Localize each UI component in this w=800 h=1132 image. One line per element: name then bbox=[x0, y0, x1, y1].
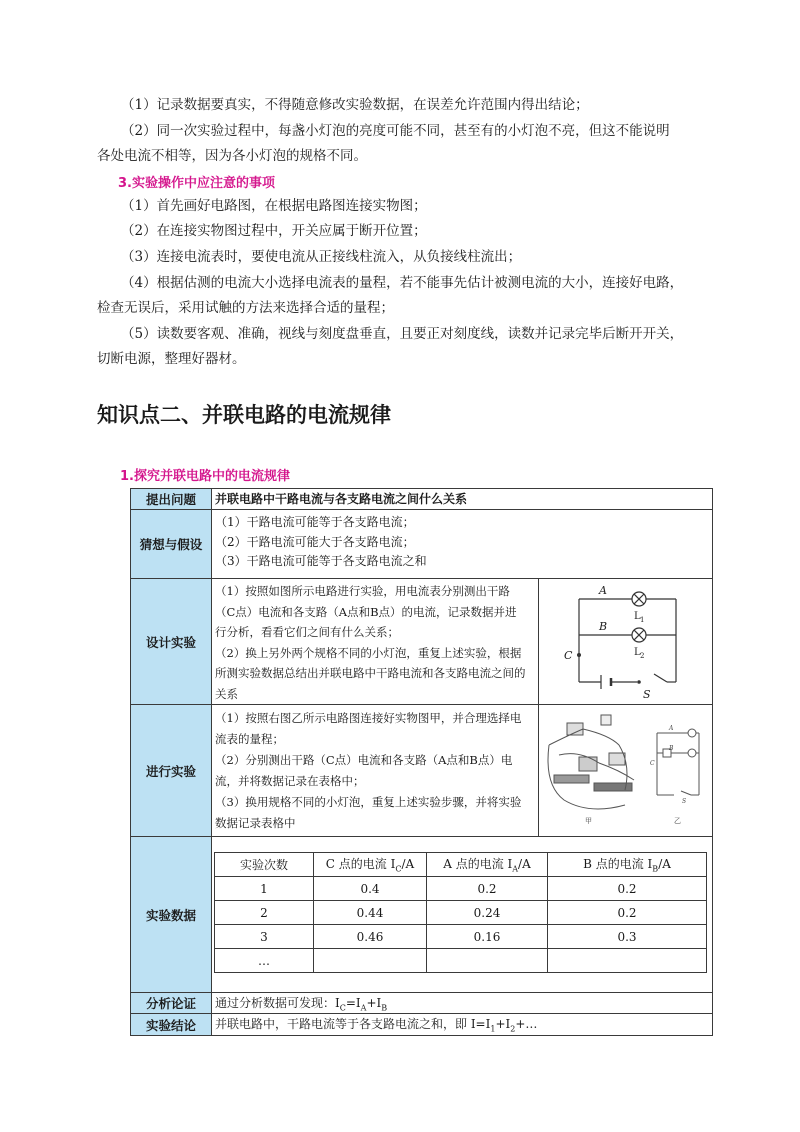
measurement-table bbox=[214, 852, 707, 973]
measurement-header-row bbox=[215, 853, 707, 877]
hypothesis-1: （1）干路电流可能等于各支路电流； bbox=[215, 515, 415, 529]
cell-trial: 1 bbox=[215, 877, 314, 901]
analysis-label: 分析论证 bbox=[130, 992, 212, 1014]
cell-trial: 3 bbox=[215, 925, 314, 949]
cell-ia: 0.24 bbox=[427, 901, 548, 925]
yi-point-b: B bbox=[669, 745, 674, 752]
procedure-line-5: （3）换用规格不同的小灯泡，重复上述实验步骤，并将实验 bbox=[215, 795, 522, 809]
note-1: （1）记录数据要真实，不得随意修改实验数据，在误差允许范围内得出结论； bbox=[121, 97, 589, 113]
switch-label: S bbox=[643, 688, 651, 701]
analysis-text: 通过分析数据可发现：$I_C=I_A+I_B$ bbox=[211, 992, 713, 1014]
table-row bbox=[215, 877, 707, 901]
cell-trial: … bbox=[215, 949, 314, 973]
note-2-line-2: 各处电流不相等，因为各小灯泡的规格不同。 bbox=[97, 148, 367, 164]
experiment-table bbox=[130, 488, 713, 1036]
header-ic: C 点的电流 $I_C/A$ bbox=[314, 853, 427, 877]
cell-ic: 0.46 bbox=[314, 925, 427, 949]
procedure-line-3: （2）分别测出干路（C点）电流和各支路（A点和B点）电 bbox=[215, 753, 513, 767]
design-line-5: 所测实验数据总结出并联电路中干路电流和各支路电流之间的 bbox=[215, 666, 526, 680]
data-label: 实验数据 bbox=[130, 836, 212, 993]
step-1: （1）首先画好电路图，在根据电路图连接实物图； bbox=[121, 198, 427, 214]
procedure-line-4: 流，并将数据记录在表格中； bbox=[215, 774, 365, 788]
section-3-title: 3.实验操作中应注意的事项 bbox=[118, 176, 275, 191]
table-row bbox=[215, 925, 707, 949]
yi-switch: S bbox=[682, 798, 687, 805]
apparatus-figure-cell bbox=[538, 704, 713, 837]
hypothesis-label: 猜想与假设 bbox=[130, 509, 212, 579]
lamp-l2-sub: 2 bbox=[640, 652, 645, 660]
cell-ic: 0.4 bbox=[314, 877, 427, 901]
question-text: 并联电路中干路电流与各支路电流之间什么关系 bbox=[211, 488, 713, 510]
design-line-6: 关系 bbox=[215, 686, 238, 701]
procedure-label: 进行实验 bbox=[130, 704, 212, 837]
design-line-2: （C点）电流和各支路（A点和B点）的电流，记录数据并进 bbox=[215, 604, 517, 619]
header-ia: A 点的电流 $I_A/A$ bbox=[427, 853, 548, 877]
step-5-line-2: 切断电源，整理好器材。 bbox=[97, 351, 246, 367]
cell-ia: 0.2 bbox=[427, 877, 548, 901]
step-3: （3）连接电流表时，要使电流从正接线柱流入，从负接线柱流出； bbox=[121, 249, 522, 265]
yi-point-a: A bbox=[669, 725, 674, 732]
procedure-line-6: 数据记录表格中 bbox=[215, 816, 296, 830]
cell-ic bbox=[314, 949, 427, 973]
apparatus-figure bbox=[539, 705, 712, 836]
header-trial: 实验次数 bbox=[215, 853, 314, 877]
conclusion-text: 并联电路中，干路电流等于各支路电流之和，即 $I=I_1+I_2+\dots$ bbox=[211, 1013, 713, 1036]
cell-ia bbox=[427, 949, 548, 973]
cell-ib: 0.2 bbox=[548, 901, 707, 925]
table-row bbox=[215, 901, 707, 925]
yi-point-c: C bbox=[650, 760, 655, 767]
cell-ic: 0.44 bbox=[314, 901, 427, 925]
step-5-line-1: （5）读数要客观、准确，视线与刻度盘垂直，且要正对刻度线，读数并记录完毕后断开开关， bbox=[121, 326, 684, 342]
table-row bbox=[215, 949, 707, 973]
procedure-line-1: （1）按照右图乙所示电路图连接好实物图甲，并合理选择电 bbox=[215, 711, 522, 725]
lamp-l1-sub: 1 bbox=[640, 616, 645, 624]
question-label: 提出问题 bbox=[130, 488, 212, 510]
figure-jia-label: 甲 bbox=[585, 817, 592, 825]
point-a-label: A bbox=[599, 584, 607, 597]
step-4-line-1: （4）根据估测的电流大小选择电流表的量程，若不能事先估计被测电流的大小，连接好电路， bbox=[121, 275, 684, 291]
conclusion-label: 实验结论 bbox=[130, 1013, 212, 1036]
design-line-4: （2）换上另外两个规格不同的小灯泡，重复上述实验，根据 bbox=[215, 645, 522, 660]
parallel-circuit-diagram bbox=[539, 579, 712, 704]
procedure-text bbox=[211, 704, 539, 837]
step-2: （2）在连接实物图过程中，开关应属于断开位置； bbox=[121, 223, 427, 239]
header-ib: B 点的电流 $I_B/A$ bbox=[548, 853, 707, 877]
cell-ia: 0.16 bbox=[427, 925, 548, 949]
figure-yi-label: 乙 bbox=[674, 817, 681, 825]
section-heading: 知识点二、并联电路的电流规律 bbox=[97, 403, 391, 427]
circuit-diagram-cell bbox=[538, 578, 713, 705]
design-label: 设计实验 bbox=[130, 578, 212, 705]
design-text bbox=[211, 578, 539, 705]
point-c-label: C bbox=[564, 649, 573, 662]
cell-ib: 0.3 bbox=[548, 925, 707, 949]
design-line-3: 行分析，看看它们之间有什么关系； bbox=[215, 625, 399, 639]
cell-ib: 0.2 bbox=[548, 877, 707, 901]
design-line-1: （1）按照如图所示电路进行实验，用电流表分别测出干路 bbox=[215, 584, 510, 598]
lamp-l1-label: L bbox=[634, 611, 641, 622]
note-2-line-1: （2）同一次实验过程中，每盏小灯泡的亮度可能不同，甚至有的小灯泡不亮，但这不能说明 bbox=[121, 123, 670, 139]
hypothesis-3: （3）干路电流可能等于各支路电流之和 bbox=[215, 554, 427, 568]
lamp-l2-label: L bbox=[634, 647, 641, 658]
step-4-line-2: 检查无误后，采用试触的方法来选择合适的量程； bbox=[97, 300, 394, 316]
procedure-line-2: 流表的量程； bbox=[215, 732, 284, 746]
hypothesis-text bbox=[211, 509, 713, 579]
hypothesis-2: （2）干路电流可能大于各支路电流； bbox=[215, 534, 415, 549]
subsection-title: 1.探究并联电路中的电流规律 bbox=[120, 469, 290, 484]
point-b-label: B bbox=[599, 620, 608, 633]
cell-trial: 2 bbox=[215, 901, 314, 925]
cell-ib bbox=[548, 949, 707, 973]
